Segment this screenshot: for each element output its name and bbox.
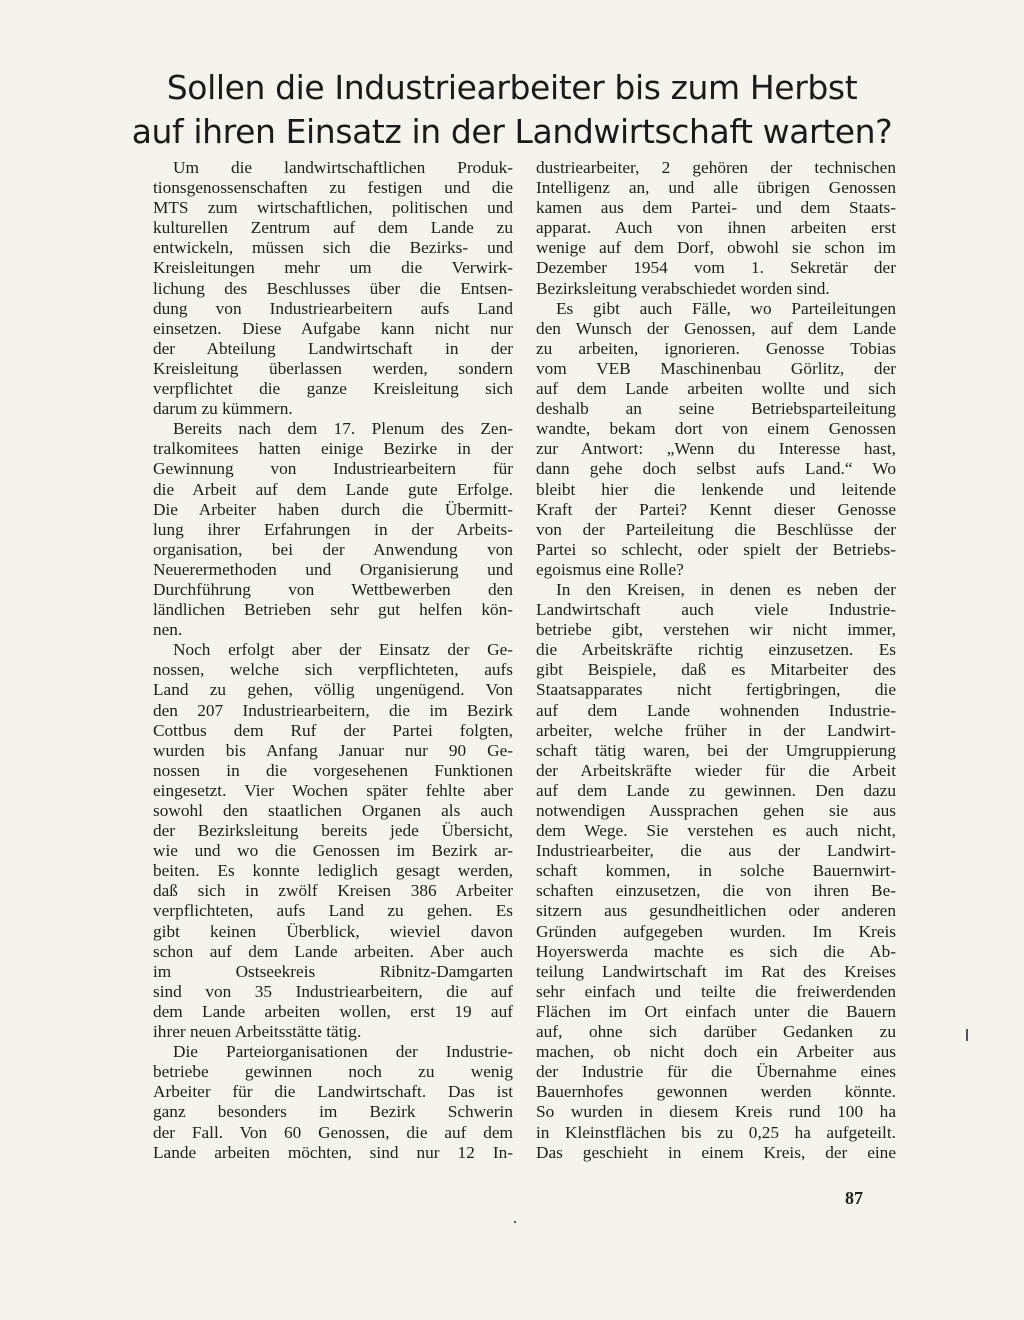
right-column xyxy=(536,158,896,1163)
text-line: wenige auf dem Dorf, obwohl sie schon im xyxy=(536,238,896,258)
text-line: Partei so schlecht, oder spielt der Betriebs- xyxy=(536,539,896,559)
text-line: auf dem Lande zu gewinnen. Den dazu xyxy=(536,780,896,800)
text-line: Neuerermethoden und Organisierung und xyxy=(153,559,513,579)
text-line: Kreisleitung überlassen werden, sondern xyxy=(153,358,513,378)
text-line: sitzern aus gesundheitlichen oder anderen xyxy=(536,901,896,921)
text-line: wurden bis Anfang Januar nur 90 Ge- xyxy=(153,740,513,760)
text-line: Gewinnung von Industriearbeitern für xyxy=(153,459,513,479)
text-line: die Arbeitskräfte richtig einzusetzen. Es xyxy=(536,640,896,660)
text-line: schaft tätig waren, bei der Umgruppierung xyxy=(536,740,896,760)
text-line: schon auf dem Lande arbeiten. Aber auch xyxy=(153,941,513,961)
text-line: tionsgenossenschaften zu festigen und die xyxy=(153,178,513,198)
text-line: Bauernhofes gewonnen werden könnte. xyxy=(536,1082,896,1102)
text-line: daß sich in zwölf Kreisen 386 Arbeiter xyxy=(153,881,513,901)
text-line: dem Wege. Sie verstehen es auch nicht, xyxy=(536,821,896,841)
text-line: vom VEB Maschinenbau Görlitz, der xyxy=(536,358,896,378)
text-line: die Arbeit auf dem Lande gute Erfolge. xyxy=(153,479,513,499)
text-line: ganz besonders im Bezirk Schwerin xyxy=(153,1102,513,1122)
text-line: ländlichen Betrieben sehr gut helfen kön- xyxy=(153,600,513,620)
text-line: MTS zum wirtschaftlichen, politischen und xyxy=(153,198,513,218)
margin-speck xyxy=(966,1029,968,1041)
text-line: egoismus eine Rolle? xyxy=(536,559,684,579)
text-line: Durchführung von Wettbewerben den xyxy=(153,579,513,599)
text-line: auf, ohne sich darüber Gedanken zu xyxy=(536,1022,896,1042)
margin-speck xyxy=(514,1221,516,1223)
text-line: dung von Industriearbeitern aufs Land xyxy=(153,298,513,318)
text-line: bleibt hier die lenkende und leitende xyxy=(536,479,896,499)
text-line: Die Arbeiter haben durch die Übermitt- xyxy=(153,499,513,519)
text-line: wie und wo die Genossen im Bezirk ar- xyxy=(153,841,513,861)
text-line: deshalb an seine Betriebsparteileitung xyxy=(536,399,896,419)
text-line: Land zu gehen, völlig ungenügend. Von xyxy=(153,680,513,700)
text-line: machen, ob nicht doch ein Arbeiter aus xyxy=(536,1042,896,1062)
text-line: eingesetzt. Vier Wochen später fehlte aber xyxy=(153,780,513,800)
text-line: sind von 35 Industriearbeitern, die auf xyxy=(153,981,513,1001)
text-line: arbeiter, welche früher in der Landwirt- xyxy=(536,720,896,740)
text-line: der Bezirksleitung bereits jede Übersicht, xyxy=(153,821,513,841)
text-line: Intelligenz an, und alle übrigen Genossen xyxy=(536,178,896,198)
text-line: So wurden in diesem Kreis rund 100 ha xyxy=(536,1102,896,1122)
paragraph xyxy=(153,1042,513,1163)
text-line: verpflichtet die ganze Kreisleitung sich xyxy=(153,379,513,399)
text-line: Bezirksleitung verabschiedet worden sind. xyxy=(536,278,830,298)
text-line: zur Antwort: „Wenn du Interesse hast, xyxy=(536,439,896,459)
text-line: Lande arbeiten möchten, sind nur 12 In- xyxy=(153,1142,513,1162)
paragraph xyxy=(153,158,513,419)
paragraph xyxy=(536,158,896,299)
text-line: nossen, welche sich verpflichteten, aufs xyxy=(153,660,513,680)
text-line: Dezember 1954 vom 1. Sekretär der xyxy=(536,258,896,278)
text-line: auf dem Lande wohnenden Industrie- xyxy=(536,700,896,720)
text-line: kamen aus dem Partei- und dem Staats- xyxy=(536,198,896,218)
text-line: apparat. Auch von ihnen arbeiten erst xyxy=(536,218,896,238)
text-line: teilung Landwirtschaft im Rat des Kreises xyxy=(536,961,896,981)
text-line: in Kleinstflächen bis zu 0,25 ha aufgeteilt. xyxy=(536,1122,896,1142)
text-line: Hoyerswerda machte es sich die Ab- xyxy=(536,941,896,961)
title-line-1: Sollen die Industriearbeiter bis zum Herbst xyxy=(166,68,858,107)
text-line: der Fall. Von 60 Genossen, die auf dem xyxy=(153,1122,513,1142)
text-line: gibt keinen Überblick, wieviel davon xyxy=(153,921,513,941)
text-line: Staatsapparates nicht fertigbringen, die xyxy=(536,680,896,700)
paragraph xyxy=(536,580,896,1163)
text-line: wandte, bekam dort von einem Genossen xyxy=(536,419,896,439)
text-line: schaften einzusetzen, die von ihren Be- xyxy=(536,881,896,901)
text-line: verpflichteten, aufs Land zu gehen. Es xyxy=(153,901,513,921)
text-line: Um die landwirtschaftlichen Produk- xyxy=(173,158,513,177)
text-line: beiten. Es konnte lediglich gesagt werden, xyxy=(153,861,513,881)
text-line: zu arbeiten, ignorieren. Genosse Tobias xyxy=(536,338,896,358)
text-line: dann gehe doch selbst aufs Land.“ Wo xyxy=(536,459,896,479)
text-line: Landwirtschaft auch viele Industrie- xyxy=(536,600,896,620)
text-line: Cottbus dem Ruf der Partei folgten, xyxy=(153,720,513,740)
text-line: darum zu kümmern. xyxy=(153,399,293,419)
text-line: Flächen im Ort einfach unter die Bauern xyxy=(536,1001,896,1021)
text-line: Bereits nach dem 17. Plenum des Zen- xyxy=(173,419,513,439)
text-line: ihrer neuen Arbeitsstätte tätig. xyxy=(153,1022,362,1042)
text-line: schaft kommen, in solche Bauernwirt- xyxy=(536,861,896,881)
text-line: Das geschieht in einem Kreis, der eine xyxy=(536,1142,896,1162)
text-line: lung ihrer Erfahrungen in der Arbeits- xyxy=(153,519,513,539)
text-line: Arbeiter für die Landwirtschaft. Das ist xyxy=(153,1082,513,1102)
paragraph xyxy=(153,419,513,640)
text-line: lichung des Beschlusses über die Entsen- xyxy=(153,278,513,298)
text-line: betriebe gibt, verstehen wir nicht immer, xyxy=(536,620,896,640)
text-line: auf dem Lande arbeiten wollte und sich xyxy=(536,379,896,399)
text-line: Kreisleitungen mehr um die Verwirk- xyxy=(153,258,513,278)
page-title xyxy=(60,66,964,154)
text-line: Gründen aufgegeben wurden. Im Kreis xyxy=(536,921,896,941)
text-line: im Ostseekreis Ribnitz-Damgarten xyxy=(153,961,513,981)
text-line: einsetzen. Diese Aufgabe kann nicht nur xyxy=(153,318,513,338)
text-line: dustriearbeiter, 2 gehören der technischen xyxy=(536,158,896,177)
text-line: Die Parteiorganisationen der Industrie- xyxy=(173,1042,513,1062)
title-line-2: auf ihren Einsatz in der Landwirtschaft warten? xyxy=(131,112,893,151)
text-line: Kraft der Partei? Kennt dieser Genosse xyxy=(536,499,896,519)
text-line: kulturellen Zentrum auf dem Lande zu xyxy=(153,218,513,238)
text-line: Es gibt auch Fälle, wo Parteileitungen xyxy=(556,298,896,318)
paragraph xyxy=(536,299,896,580)
text-line: nossen in die vorgesehenen Funktionen xyxy=(153,760,513,780)
text-line: nen. xyxy=(153,620,183,640)
text-line: tralkomitees hatten einige Bezirke in der xyxy=(153,439,513,459)
text-line: der Abteilung Landwirtschaft in der xyxy=(153,338,513,358)
text-line: den 207 Industriearbeitern, die im Bezirk xyxy=(153,700,513,720)
text-line: Industriearbeiter, die aus der Landwirt- xyxy=(536,841,896,861)
text-line: entwickeln, müssen sich die Bezirks- und xyxy=(153,238,513,258)
text-line: notwendigen Aussprachen gehen sie aus xyxy=(536,801,896,820)
text-line: betriebe gewinnen noch zu wenig xyxy=(153,1062,513,1082)
text-line: von der Parteileitung die Beschlüsse der xyxy=(536,519,896,539)
text-line: sehr einfach und teilte die freiwerdenden xyxy=(536,981,896,1001)
text-line: Noch erfolgt aber der Einsatz der Ge- xyxy=(173,640,513,660)
text-line: der Industrie für die Übernahme eines xyxy=(536,1062,896,1082)
left-column xyxy=(153,158,513,1163)
page-number: 87 xyxy=(845,1188,863,1208)
text-line: sowohl den staatlichen Organen als auch xyxy=(153,801,513,820)
text-line: den Wunsch der Genossen, auf dem Lande xyxy=(536,318,896,338)
text-line: dem Lande arbeiten wollen, erst 19 auf xyxy=(153,1001,513,1021)
text-line: organisation, bei der Anwendung von xyxy=(153,539,513,559)
text-line: der Arbeitskräfte wieder für die Arbeit xyxy=(536,760,896,780)
paragraph xyxy=(153,640,513,1042)
text-line: In den Kreisen, in denen es neben der xyxy=(556,579,896,599)
text-line: gibt Beispiele, daß es Mitarbeiter des xyxy=(536,660,896,680)
